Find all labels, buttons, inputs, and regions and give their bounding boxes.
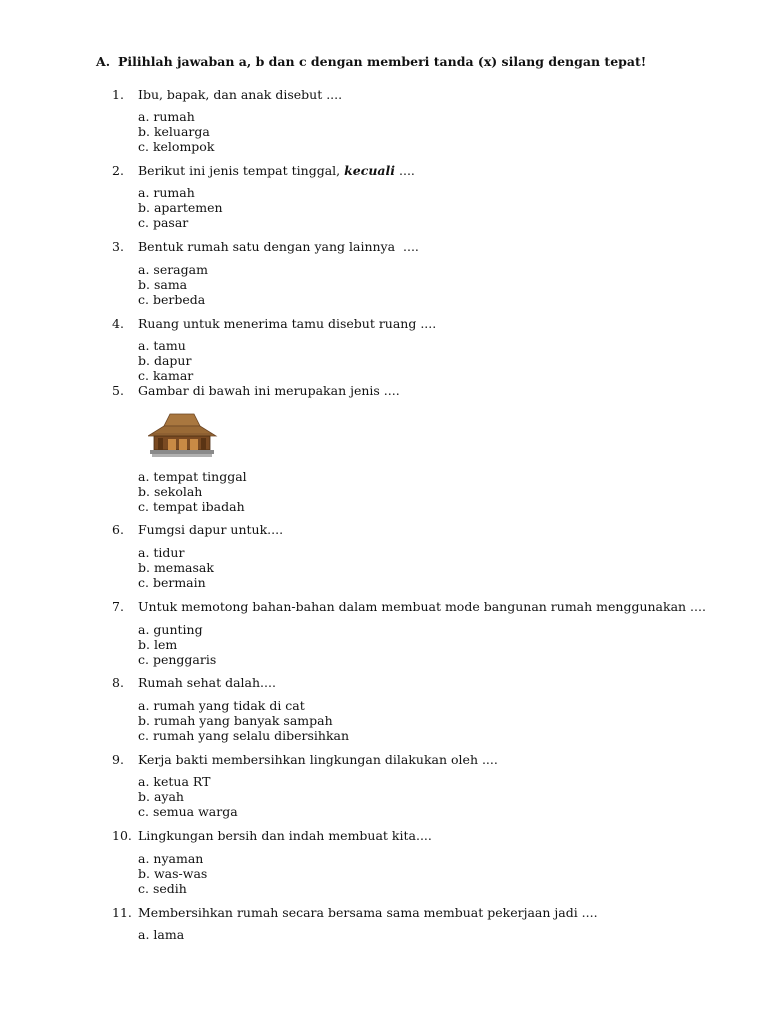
option-b[interactable]: b. apartemen xyxy=(138,200,223,216)
option-a[interactable]: a. rumah yang tidak di cat xyxy=(138,698,305,713)
option-a[interactable]: a. gunting xyxy=(138,622,203,637)
question-number: 3. xyxy=(112,239,124,254)
option-c[interactable]: c. rumah yang selalu dibersihkan xyxy=(138,728,350,744)
option-b[interactable]: b. ayah xyxy=(138,789,184,805)
question-10 xyxy=(112,828,432,843)
options-1 xyxy=(138,109,214,155)
question-6 xyxy=(112,522,283,537)
question-11 xyxy=(112,905,598,920)
question-number: 1. xyxy=(112,87,124,102)
option-c[interactable]: c. berbeda xyxy=(138,292,206,308)
section-letter: A. xyxy=(96,54,111,69)
options-8 xyxy=(138,698,349,744)
option-c[interactable]: c. penggaris xyxy=(138,652,217,668)
option-a[interactable]: a. rumah xyxy=(138,109,195,124)
option-c[interactable]: c. tempat ibadah xyxy=(138,499,245,515)
options-6 xyxy=(138,545,214,591)
question-7 xyxy=(112,599,706,614)
options-10 xyxy=(138,851,207,897)
question-text: Membersihkan rumah secara bersama sama membuat pekerjaan jadi .... xyxy=(138,905,598,920)
option-c[interactable]: c. pasar xyxy=(138,215,189,231)
question-text: Kerja bakti membersihkan lingkungan dilakukan oleh .... xyxy=(138,752,498,767)
option-a[interactable]: a. tamu xyxy=(138,338,186,353)
option-c[interactable]: c. sedih xyxy=(138,881,187,897)
option-b[interactable]: b. memasak xyxy=(138,560,214,576)
options-4 xyxy=(138,338,193,384)
question-number: 11. xyxy=(112,905,132,920)
options-2 xyxy=(138,185,223,231)
question-number: 6. xyxy=(112,522,124,537)
question-1 xyxy=(112,87,342,102)
question-text: Berikut ini jenis tempat tinggal, xyxy=(138,163,345,178)
question-3 xyxy=(112,239,419,254)
options-11 xyxy=(138,927,184,942)
options-7 xyxy=(138,622,216,668)
option-b[interactable]: b. rumah yang banyak sampah xyxy=(138,713,333,729)
option-b[interactable]: b. was-was xyxy=(138,866,208,882)
question-emphasis: kecuali xyxy=(344,163,396,178)
question-number: 8. xyxy=(112,675,124,690)
option-b[interactable]: b. dapur xyxy=(138,353,192,369)
question-text: Lingkungan bersih dan indah membuat kita.... xyxy=(138,828,432,843)
options-3 xyxy=(138,262,208,308)
question-number: 7. xyxy=(112,599,124,614)
question-number: 4. xyxy=(112,316,124,331)
question-8 xyxy=(112,675,276,690)
question-9 xyxy=(112,752,498,767)
question-text: Fumgsi dapur untuk.... xyxy=(138,522,284,537)
option-a[interactable]: a. seragam xyxy=(138,262,208,277)
option-b[interactable]: b. lem xyxy=(138,637,178,653)
question-5 xyxy=(112,383,400,398)
question-number: 10. xyxy=(112,828,132,843)
option-c[interactable]: c. kelompok xyxy=(138,139,215,155)
option-b[interactable]: b. keluarga xyxy=(138,124,210,140)
option-a[interactable]: a. lama xyxy=(138,927,185,942)
option-a[interactable]: a. rumah xyxy=(138,185,195,200)
question-text: Untuk memotong bahan-bahan dalam membuat mode bangunan rumah menggunakan .... xyxy=(138,599,706,614)
option-c[interactable]: c. kamar xyxy=(138,368,194,384)
option-c[interactable]: c. bermain xyxy=(138,575,206,591)
question-text: Ibu, bapak, dan anak disebut .... xyxy=(138,87,343,102)
option-a[interactable]: a. ketua RT xyxy=(138,774,211,789)
option-b[interactable]: b. sekolah xyxy=(138,484,203,500)
question-text: Bentuk rumah satu dengan yang lainnya .... xyxy=(138,239,419,254)
question-text: Gambar di bawah ini merupakan jenis .... xyxy=(138,383,400,398)
option-a[interactable]: a. tempat tinggal xyxy=(138,469,247,484)
question-number: 2. xyxy=(112,163,124,178)
options-9 xyxy=(138,774,238,820)
question-text: Ruang untuk menerima tamu disebut ruang .... xyxy=(138,316,437,331)
question-text: Rumah sehat dalah.... xyxy=(138,675,276,690)
section-instruction: Pilihlah jawaban a, b dan c dengan memberi tanda (x) silang dengan tepat! xyxy=(118,54,647,69)
question-4 xyxy=(112,316,436,331)
question-number: 9. xyxy=(112,752,124,767)
joglo-house-icon xyxy=(148,412,218,458)
section-heading xyxy=(96,54,646,69)
question-2 xyxy=(112,163,415,178)
option-b[interactable]: b. sama xyxy=(138,277,188,293)
option-a[interactable]: a. nyaman xyxy=(138,851,204,866)
option-c[interactable]: c. semua warga xyxy=(138,804,238,820)
option-a[interactable]: a. tidur xyxy=(138,545,185,560)
question-number: 5. xyxy=(112,383,124,398)
question-text-end: .... xyxy=(395,163,415,178)
options-5 xyxy=(138,469,247,515)
